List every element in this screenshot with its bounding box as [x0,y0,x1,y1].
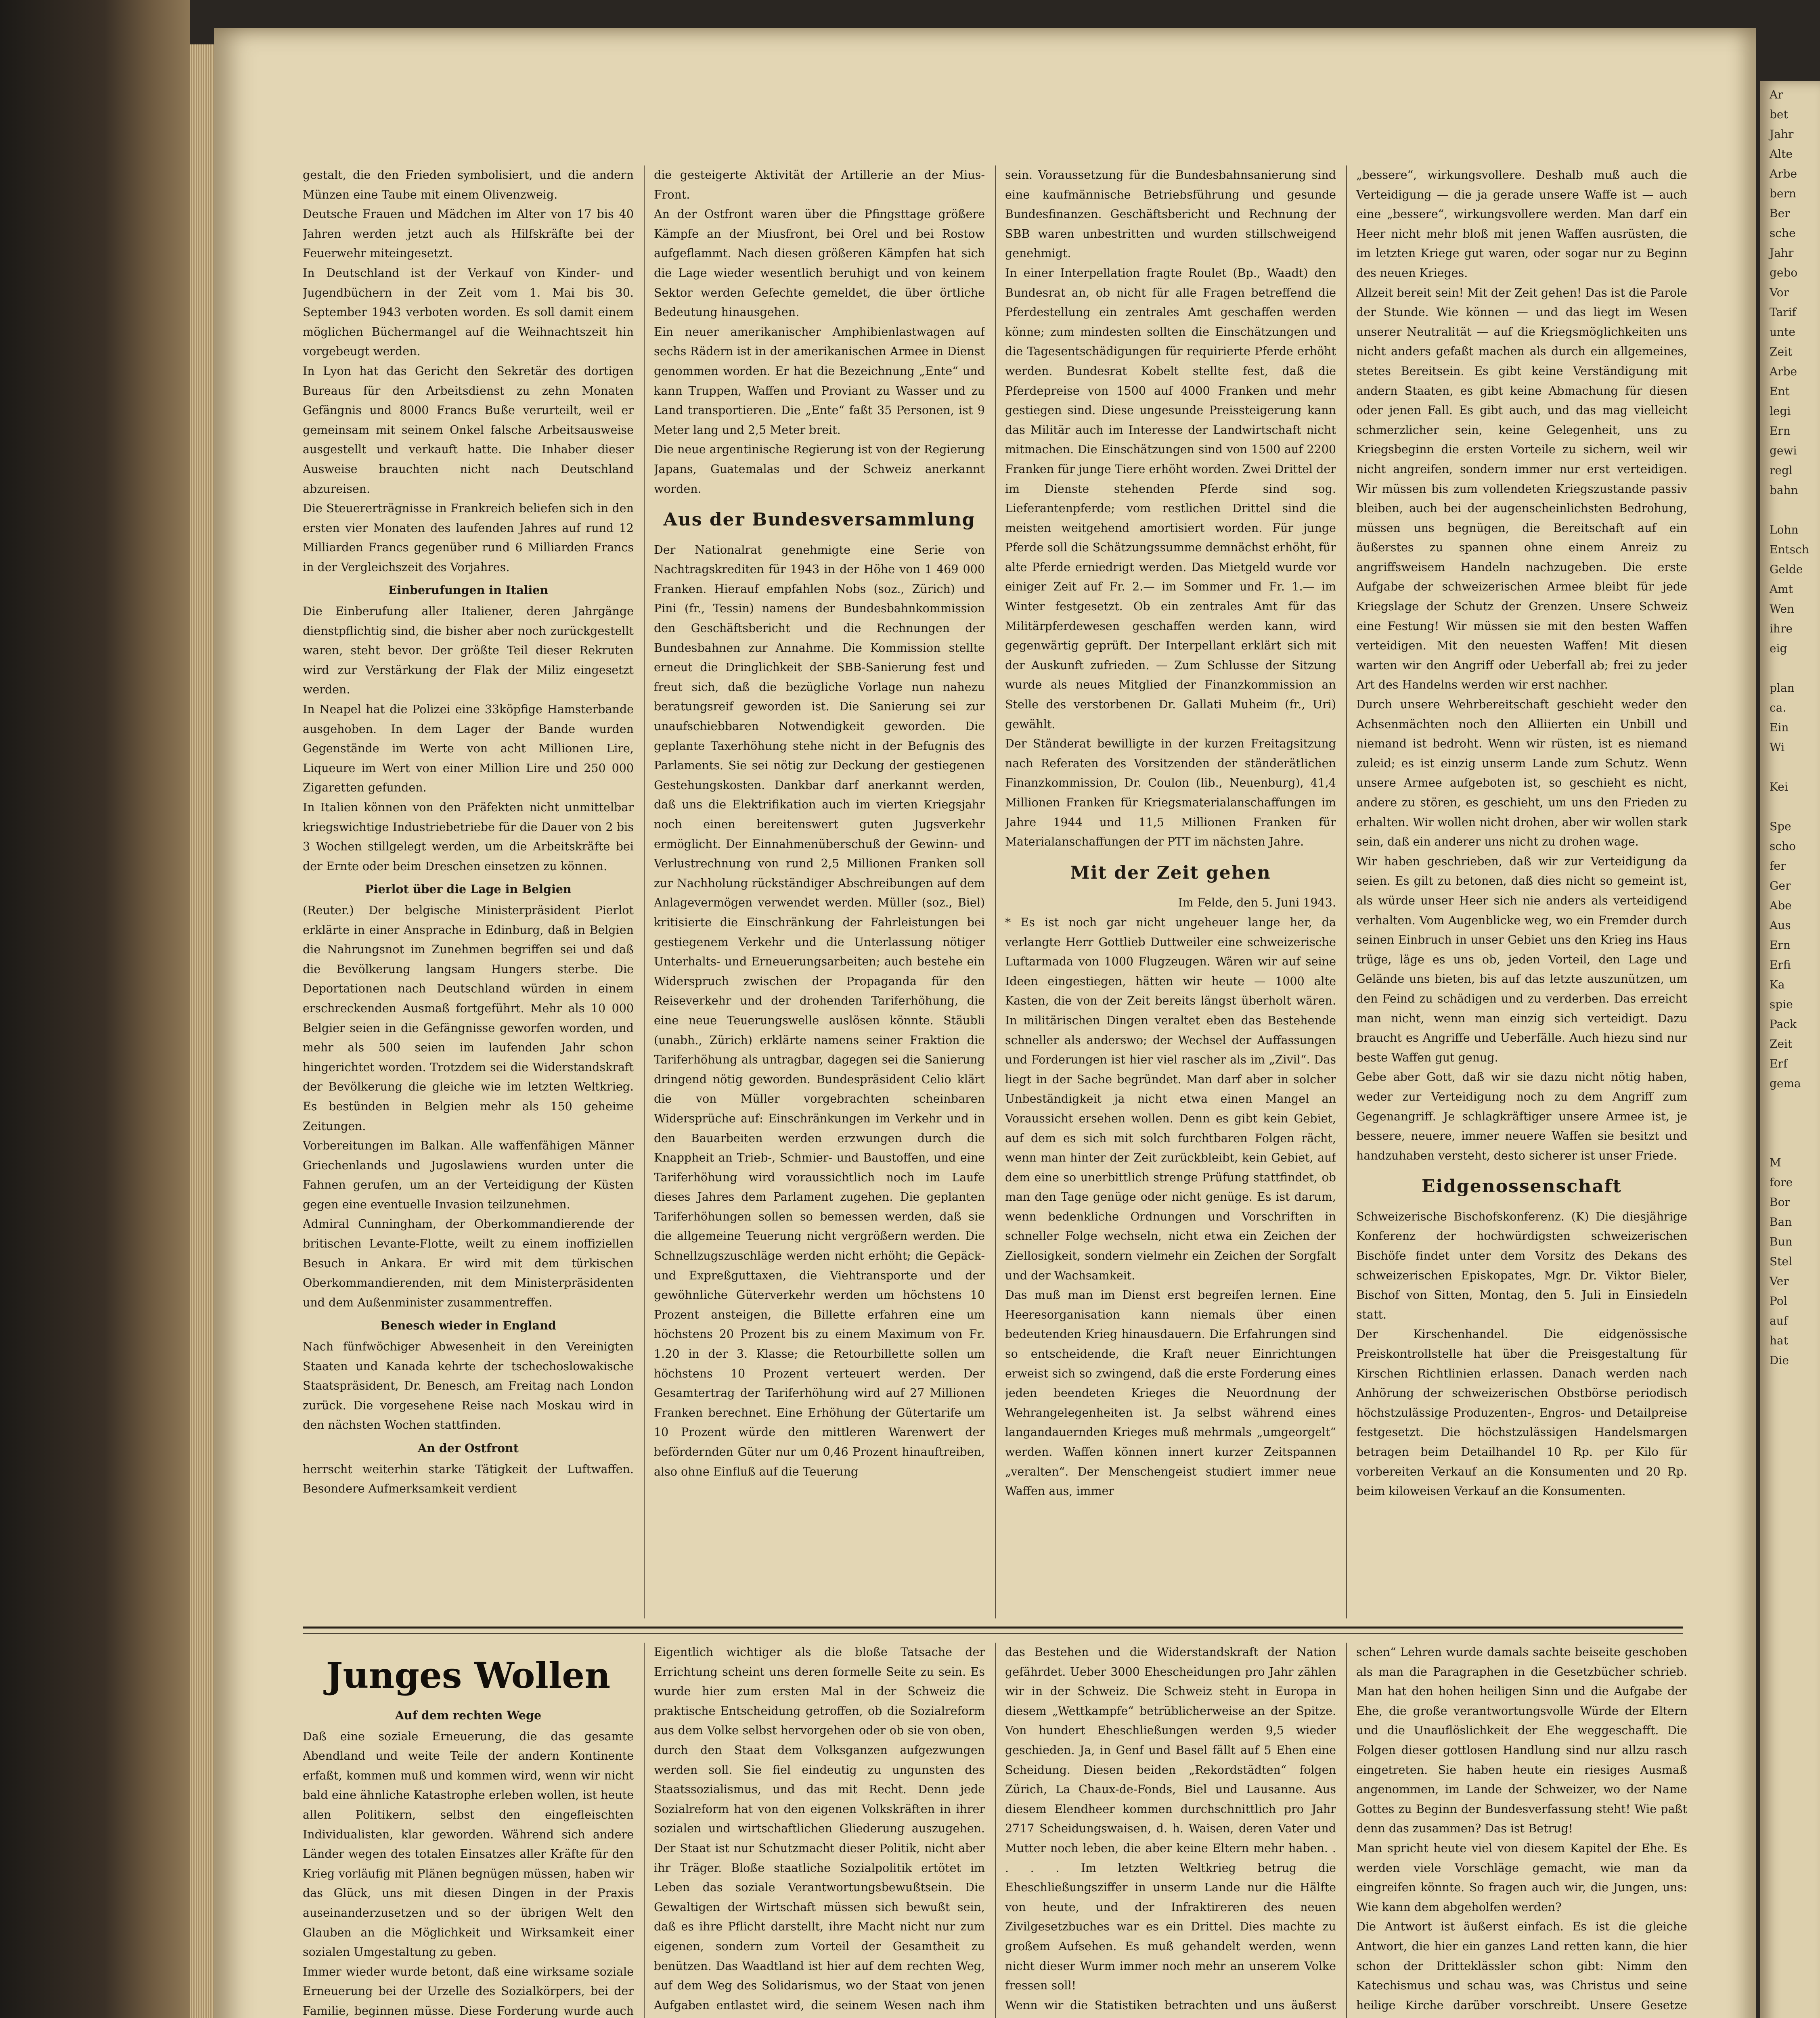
article-paragraph: Das muß man im Dienst erst begreifen lernen. Eine Heeresorganisation kann niemals über einen bedeutenden Krieg hinausdauern. Die Erfahrungen sind so entscheidende, die Kraft neuer Einrichtungen erweist sich so zwingend, daß die erste Forderung eines jeden beendeten Krieges die Neuordnung der Wehrangelegenheiten ist. Ja selbst während eines langandauernden Krieges muß mehrmals „umgeorgelt“ werden. Waffen können innert kurzer Zeitspannen „veralten“. Der Menschengeist studiert immer neue Waffen aus, immer [1005,1288,1336,1498]
article-paragraph: (Reuter.) Der belgische Ministerpräsident Pierlot erklärte in einer Ansprache in Edinburg, daß in Belgien die Nahrungsnot im Zunehmen begriffen sei und daß die Bevölkerung langsam Hungers sterbe. Die Deportationen nach Deutschland würden in einem erschreckenden Ausmaß fortgeführt. Mehr als 10 000 Belgier seien in die Gefängnisse geworfen worden, und mehr als 500 seien im laufenden Jahr schon hingerichtet worden. Trotzdem sei die Widerstandskraft der Bevölkerung die gleiche wie im letzten Weltkrieg. Es bestünden in Belgien mehr als 150 geheime Zeitungen. [303,903,634,1133]
section-divider [303,1627,1683,1634]
article-paragraph: sein. Voraussetzung für die Bundesbahnsanierung sind eine kaufmännische Betriebsführung und gesunde Bundesfinanzen. Geschäftsbericht und Rechnung der SBB waren unbestritten und wurden stillschweigend genehmigt. [1005,168,1336,260]
article-paragraph: Der Nationalrat genehmigte eine Serie von Nachtragskrediten für 1943 in der Höhe von 1 469 000 Franken. Hierauf empfahlen Nobs (soz., Zürich) und Pini (fr., Tessin) namens der Bundesbahnkommission den Geschäftsbericht und die Rechnungen der Bundesbahnen zur Annahme. Die Kommission stellte erneut die Dringlichkeit der SBB-Sanierung fest und freut sich, daß die bezügliche Vorlage nun nahezu beratungsreif geworden ist. Die Sanierung sei zur unaufschiebbaren Notwendigkeit geworden. Die geplante Taxerhöhung stehe nicht in der Befugnis des Parlaments. Sie sei nötig zur Deckung der gestiegenen Gestehungskosten. Dankbar darf anerkannt werden, daß uns die Elektrifikation auch im vierten Kriegsjahr noch einen bereitenswert guten Jugsverkehr ermöglicht. Der Einnahmenüberschuß der Gewinn- und Verlustrechnung von rund 2,5 Millionen Franken soll zur Nachholung rückständiger Abschreibungen auf dem Anlagevermögen verwendet werden. Müller (soz., Biel) kritisierte die Einschränkung der Fahrleistungen bei gestiegenem Verkehr und die Unterlassung nötiger Unterhalts- und Erneuerungsarbeiten; auch bestehe ein Widerspruch zwischen der Propaganda für den Reiseverkehr und der drohenden Tariferhöhung, die eine neue Teuerungswelle auslösen könnte. Stäubli (unabh., Zürich) erklärte namens seiner Fraktion die Tariferhöhung als untragbar, dagegen sei die Sanierung dringend nötig geworden. Bundespräsident Celio klärt die von Müller vorgebrachten scheinbaren Widersprüche auf: Einschränkungen im Verkehr und in den Bauarbeiten werden erzwungen durch die Knappheit an Trieb-, Schmier- und Baustoffen, und eine Tariferhöhung wird voraussichtlich noch im Laufe dieses Jahres dem Parlament zugehen. Die geplanten Tariferhöhungen sollen so bemessen werden, daß sie die allgemeine Teuerung nicht vergrößern werden. Die Schnellzugszuschläge werden nicht erhöht; die Gepäck- und Expreßguttaxen, die Viehtransporte und der gewöhnliche Güterverkehr werden um höchstens 10 Prozent ansteigen, die Billette erfahren eine um höchstens 20 Prozent bis zu einem Maximum von Fr. 1.20 in der 3. Klasse; die Retourbillette sollen um höchstens 10 Prozent verteuert werden. Der Gesamtertrag der Tariferhöhung wird auf 27 Millionen Franken berechnet. Eine Erhöhung der Gütertarife um 10 Prozent würde den mittleren Warenwert der befördernden Güter nur um 0,46 Prozent hinauftreiben, also ohne Einfluß auf die Teuerung [654,543,985,1478]
fragment-line: hat [1770,1334,1788,1347]
book-spine-edge [0,0,190,2018]
section-heading: An der Ostfront [418,1441,519,1455]
fragment-line: legi [1770,404,1791,418]
article-paragraph: schen“ Lehren wurde damals sachte beiseite geschoben als man die Paragraphen in die Gesetzbücher schrieb. Man hat den hohen heiligen Sinn und die Aufgabe der Ehe, die große verantwortungsvolle Würde der Eltern und die Unauflöslichkeit der Ehe weggeschafft. Die Folgen dieser gottlosen Handlung sind nur allzu rasch eingetreten. Sie haben heute ein riesiges Ausmaß angenommen, im Lande der Schweizer, wo der Name Gottes zu Beginn der Bundesverfassung steht! Wie paßt denn das zusammen? Das ist Betrug! [1356,1645,1687,1836]
fragment-line: Ban [1770,1215,1792,1229]
column-4 [1356,165,1687,1618]
article-paragraph: gestalt, die den Frieden symbolisiert, und die andern Münzen eine Taube mit einem Olivenzweig. [303,168,634,201]
fragment-line: Lohn [1770,523,1799,536]
fragment-line: fer [1770,859,1786,873]
newspaper-page [214,28,1756,2018]
fragment-line: bahn [1770,484,1798,497]
article-paragraph: In Deutschland ist der Verkauf von Kinder- und Jugendbüchern in der Zeit vom 1. Mai bis 30. September 1943 verboten worden. Es soll damit einem möglichen Büchermangel auf die Weihnachtszeit hin vorgebeugt werden. [303,266,634,358]
fragment-line: gewi [1770,444,1797,457]
article-paragraph: Der Kirschenhandel. Die eidgenössische Preiskontrollstelle hat über die Preisgestaltung für Kirschen Richtlinien erlassen. Danach werden nach Anhörung der schweizerischen Obstbörse periodisch höchstzulässige Produzenten-, Engros- und Detailpreise festgesetzt. Die höchstzulässigen Handelsmargen betragen beim Detailhandel 10 Rp. per Kilo für vorbereiten Verkauf an die Konsumenten und 20 Rp. beim kiloweisen Verkauf an die Konsumenten. [1356,1327,1687,1498]
fragment-line: Ar [1770,88,1783,101]
fragment-line: Ger [1770,879,1791,892]
article-paragraph: Die neue argentinische Regierung ist von der Regierung Japans, Guatemalas und der Schweiz anerkannt worden. [654,443,985,496]
article-paragraph: „bessere“, wirkungsvollere. Deshalb muß auch die Verteidigung — die ja gerade unsere Waffe ist — auch eine „bessere“, wirkungsvollere werden. Man darf ein Heer nicht mehr bloß mit jenen Waffen ausrüsten, die im letzten Kriege gut waren, oder sogar nur zu Beginn des neuen Krieges. [1356,168,1687,280]
fragment-line: Ein [1770,721,1789,734]
fragment-line: Erf [1770,1057,1788,1070]
article-paragraph: Gebe aber Gott, daß wir sie dazu nicht nötig haben, weder zur Verteidigung noch zu dem Angriff zum Gegenangriff. Je schlagkräftiger unsere Armee ist, je bessere, neuere, immer neuere Waffen sie besitzt und handzuhaben versteht, desto sicherer ist unser Friede. [1356,1070,1687,1162]
article-heading: Eidgenossenschaft [1422,1176,1622,1197]
fragment-line: bern [1770,187,1796,200]
fragment-line: Amt [1770,582,1793,596]
fragment-line: fore [1770,1176,1793,1189]
fragment-line: Spe [1770,820,1791,833]
column-rule [644,1643,645,2018]
article-paragraph: Daß eine soziale Erneuerung, die das gesamte Abendland und weite Teile der andern Kontinente erfaßt, kommen muß und kommen wird, wenn wir nicht bald eine ähnliche Katastrophe erleben wollen, ist heute allen Politikern, selbst den eingefleischten Individualisten, klar geworden. Während sich andere Länder wegen des totalen Einsatzes aller Kräfte für den Krieg vorläufig mit Plänen begnügen müssen, haben wir das Glück, uns mit diesen Dingen in der Praxis auseinanderzusetzen und so der übrigen Welt den Glauben an die Möglichkeit und Wirksamkeit einer sozialen Umgestaltung zu geben. [303,1729,634,1959]
fragment-line: Alte [1770,147,1793,161]
article-paragraph: Wenn wir die Statistiken betrachten und uns äußerst [1005,1998,1336,2012]
fragment-line: M [1770,1156,1781,1169]
column-rule [995,1643,996,2018]
column-rule [644,165,645,1618]
article-paragraph: Der Ständerat bewilligte in der kurzen Freitagsitzung nach Referaten des Vorsitzenden der ständerätlichen Finanzkommission, Dr. Coulon (lib., Neuenburg), 41,4 Millionen Franken für Kriegsmaterialanschaffungen im Jahre 1944 und 11,5 Millionen Franken für Materialanschaffungen der PTT im nächsten Jahre. [1005,737,1336,849]
fragment-line: Tarif [1770,306,1796,319]
fragment-line [1770,757,1820,777]
article-paragraph: Admiral Cunningham, der Oberkommandierende der britischen Levante-Flotte, weilt zu einem inoffiziellen Besuch in Ankara. Er wird mit dem türkischen Oberkommandierenden, mit dem Ministerpräsidenten und dem Außenminister zusammentreffen. [303,1217,634,1309]
article-paragraph: Schweizerische Bischofskonferenz. (K) Die diesjährige Konferenz der hochwürdigsten schweizerischen Bischöfe findet unter dem Vorsitz des Dekans des schweizerischen Episkopates, Mgr. Dr. Viktor Bieler, Bischof von Sitten, Montag, den 5. Juli in Einsiedeln statt. [1356,1210,1687,1321]
article-heading: Aus der Bundesversammlung [663,509,976,530]
fragment-line [1770,797,1820,816]
fragment-line: Ber [1770,207,1790,220]
section-heading: Auf dem rechten Wege [395,1708,542,1722]
fragment-line: auf [1770,1314,1788,1327]
fragment-line: Aus [1770,919,1791,932]
column-2 [654,165,985,1618]
fragment-line: Kei [1770,780,1788,793]
column-rule [1346,1643,1347,2018]
column-3 [1005,165,1336,1618]
fragment-line: Ern [1770,424,1791,438]
article-paragraph: In einer Interpellation fragte Roulet (Bp., Waadt) den Bundesrat an, ob nicht für alle Fragen betreffend die Pferdestellung ein zentrales Amt geschaffen werden könne; zum mindesten sollten die Einschätzungen und die Tagesentschädigungen für requirierte Pferde erhöht werden. Bundesrat Kobelt stellte fest, daß die Pferdepreise von 1500 auf 4000 Franken und mehr gestiegen sind. Diese ungesunde Preissteigerung kann das Militär auch im Interesse der Landwirtschaft nicht mitmachen. Die Einschätzungen sind von 1500 auf 2200 Franken für junge Tiere erhöht worden. Zwei Drittel der im Dienste stehenden Pferde sind sog. Lieferantenpferde; vom restlichen Drittel sind die meisten weitgehend amortisiert worden. Für junge Pferde soll die Schätzungssumme demnächst erhöht, für alte Pferde erniedrigt werden. Das Mietgeld wurde vor einiger Zeit auf Fr. 2.— im Sommer und Fr. 1.— im Winter festgesetzt. Ob ein zentrales Amt für das Militärpferdewesen geschaffen werden kann, wird gegenwärtig geprüft. Der Interpellant erklärt sich mit der Auskunft zufrieden. — Zum Schlusse der Sitzung wurde als neues Mitglied der Finanzkommission an Stelle des verstorbenen Dr. Gallati Muheim (fr., Uri) gewählt. [1005,266,1336,731]
fragment-line: Arbe [1770,365,1797,378]
article-paragraph: Vorbereitungen im Balkan. Alle waffenfähigen Männer Griechenlands und Jugoslawiens wurden unter die Fahnen gerufen, um an der Verteidigung der Küsten gegen eine eventuelle Invasion teilzunehmen. [303,1139,634,1211]
adjacent-page-edge [1760,81,1820,2018]
fragment-line: Gelde [1770,563,1803,576]
fragment-line: regl [1770,464,1793,477]
fragment-line [1770,500,1820,520]
fragment-line: Bor [1770,1195,1790,1209]
fragment-line [1770,1133,1820,1153]
article-paragraph: Eigentlich wichtiger als die bloße Tatsache der Errichtung scheint uns deren formelle Seite zu sein. Es wurde hier zum ersten Mal in der Schweiz die praktische Entscheidung getroffen, ob die Sozialreform aus dem Volke selbst hervorgehen oder ob sie von oben, durch den Staat dem Volksganzen aufgezwungen werden soll. Sie fiel eindeutig zu ungunsten des Staatssozialismus, und das mit Recht. Denn jede Sozialreform hat von den eigenen Volkskräften in ihrer sozialen und wirtschaftlichen Gliederung auszugehen. Der Staat ist nur Schutzmacht dieser Politik, nicht aber ihr Träger. Bloße staatliche Sozialpolitik ertötet im Leben das soziale Verantwortungsbewußtsein. Die Gewaltigen der Wirtschaft müssen sich bewußt sein, daß es ihre Pflicht darstellt, ihre Macht nicht nur zum eigenen, sondern zum Vorteil der Gesamtheit zu benützen. Das Waadtland ist hier auf dem rechten Weg, auf dem Weg des Solidarismus, wo der Staat von jenen Aufgaben entlastet wird, die seinem Wesen nach ihm [654,1645,985,2012]
adjacent-page-text [1760,81,1820,1370]
fragment-line: Jahr [1770,128,1794,141]
column-2 [654,1643,985,2018]
article-paragraph: * Es ist noch gar nicht ungeheuer lange her, da verlangte Herr Gottlieb Duttweiler eine schweizerische Luftarmada von 1000 Flugzeugen. Wären wir auf seine Ideen eingestiegen, hätten wir heute — 1000 alte Kasten, die von der Zeit bereits längst überholt wären. In militärischen Dingen veraltet eben das Bestehende schneller als anderswo; der Wechsel der Auffassungen und Forderungen ist hier viel rascher als im „Zivil“. Das liegt in der Sache begründet. Man darf aber in solcher Unbeständigkeit ja nicht etwa einen Mangel an Voraussicht ersehen wollen. Denn es gibt kein Gebiet, auf dem es sich mit solch furchtbaren Folgen rächt, wenn man hinter der Zeit zurückbleibt, kein Gebiet, auf dem eine so unerbittlich strenge Prüfung stattfindet, ob man den Tage genüge oder nicht genüge. Es ist darum, wenn bedenkliche Ordnungen und Vorschriften in schneller Folge wechseln, nicht etwa ein Zeichen der Ziellosigkeit, sondern vielmehr ein Zeichen der Sorgfalt und der Wachsamkeit. [1005,915,1336,1282]
column-1 [303,165,634,1618]
upper-section [303,165,1687,1618]
article-paragraph: das Bestehen und die Widerstandskraft der Nation gefährdet. Ueber 3000 Ehescheidungen pro Jahr zählen wir in der Schweiz. Die Schweiz steht in Europa in diesem „Wettkampfe“ betrüblicherweise an der Spitze. Von hundert Eheschließungen werden 9,5 wieder geschieden. Ja, in Genf und Basel fällt auf 5 Ehen eine Scheidung. Diesen beiden „Rekordstädten“ folgen Zürich, La Chaux-de-Fonds, Biel und Lausanne. Aus diesem Elendheer kommen durchschnittlich pro Jahr 2717 Scheidungswaisen, d. h. Waisen, deren Vater und Mutter noch leben, die aber keine Eltern mehr haben. . . . . Im letzten Weltkrieg betrug die Eheschließungsziffer in unserm Lande nur die Hälfte von heute, und der Infraktireren des neuen Zivilgesetzbuches war es ein Drittel. Dies machte zu großem Aufsehen. Es muß gehandelt werden, wenn nicht dieser Wurm immer noch mehr an unserem Volke fressen soll! [1005,1645,1336,1993]
section-heading: Pierlot über die Lage in Belgien [365,882,572,896]
lower-section [303,1643,1687,2018]
article-paragraph: Deutsche Frauen und Mädchen im Alter von 17 bis 40 Jahren werden jetzt auch als Hilfskräfte bei der Feuerwehr miteingesetzt. [303,207,634,260]
article-paragraph: Ein neuer amerikanischer Amphibienlastwagen auf sechs Rädern ist in der amerikanischen Armee in Dienst genommen worden. Er hat die Bezeichnung „Ente“ und kann Truppen, Waffen und Proviant zu Wasser und zu Land transportieren. Die „Ente“ faßt 35 Personen, ist 9 Meter lang und 2,5 Meter breit. [654,325,985,437]
fragment-line: bet [1770,108,1788,121]
fragment-line: Ern [1770,938,1791,952]
fragment-line: sche [1770,226,1796,240]
fragment-line: Wi [1770,741,1785,754]
column-rule [995,165,996,1618]
fragment-line: Jahr [1770,246,1794,260]
column-1 [303,1643,634,2018]
fragment-line: Abe [1770,899,1792,912]
fragment-line: Arbe [1770,167,1797,180]
fragment-line [1770,1093,1820,1113]
fragment-line: Pol [1770,1294,1787,1308]
fragment-line: Wen [1770,602,1795,615]
article-paragraph: Man spricht heute viel von diesem Kapitel der Ehe. Es werden viele Vorschläge gemacht, wie man da eingreifen könnte. So fragen auch wir, die Jungen, uns: Wie kann dem abgeholfen werden? [1356,1841,1687,1914]
fragment-line: Pack [1770,1017,1797,1031]
fragment-line: Die [1770,1354,1789,1367]
fragment-line: Entsch [1770,543,1809,556]
section-heading: Benesch wieder in England [380,1319,556,1333]
fragment-line: unte [1770,325,1795,339]
column-rule [1346,165,1347,1618]
fragment-line: ihre [1770,622,1793,635]
byline: Im Felde, den 5. Juni 1943. [1178,896,1336,910]
article-paragraph: Die Einberufung aller Italiener, deren Jahrgänge dienstpflichtig sind, die bisher aber noch zurückgestellt waren, steht bevor. Der größte Teil dieser Rekruten wird zur Verstärkung der Flak der Miliz eingesetzt werden. [303,605,634,697]
fragment-line: gema [1770,1077,1801,1090]
fragment-line: Stel [1770,1255,1792,1268]
article-paragraph: die gesteigerte Aktivität der Artillerie an der Mius-Front. [654,168,985,201]
fragment-line: gebo [1770,266,1798,279]
fragment-line: plan [1770,681,1795,695]
fragment-line: Ent [1770,385,1790,398]
article-paragraph: Wir haben geschrieben, daß wir zur Verteidigung da seien. Es gilt zu betonen, daß dies nicht so gemeint ist, als würde unser Heer sich nie anders als verteidigend verhalten. Vom Augenblicke weg, wo ein Fremder durch seinen Einbruch in unser Gebiet uns den Krieg ins Haus trüge, läge es uns ob, jeden Vorteil, den Lage und Gelände uns bieten, bis auf das letzte auszunützen, um den Feind zu schädigen und zu verderben. Das erreicht man nicht, wenn man einzig sich verteidigt. Dazu braucht es Angriffe und Ueberfälle. Auch hiezu sind nur beste Waffen gut genug. [1356,854,1687,1064]
article-paragraph: herrscht weiterhin starke Tätigkeit der Luftwaffen. Besondere Aufmerksamkeit verdient [303,1462,634,1496]
column-3 [1005,1643,1336,2018]
fragment-line: Erfi [1770,958,1791,971]
fragment-line: Zeit [1770,345,1793,358]
fragment-line: Ka [1770,978,1785,991]
fragment-line: Vor [1770,286,1789,299]
article-paragraph: In Lyon hat das Gericht den Sekretär des dortigen Bureaus für den Arbeitsdienst zu zehn Monaten Gefängnis und 8000 Francs Buße verurteilt, weil er gemeinsam mit seinem Onkel falsche Arbeitsausweise ausgestellt und verkauft hatte. Die Inhaber dieser Ausweise brauchten nicht nach Deutschland abzureisen. [303,364,634,496]
page-feature-title: Junges Wollen [326,1654,611,1696]
fragment-line: Ver [1770,1275,1789,1288]
fragment-line: eig [1770,642,1787,655]
article-paragraph: Die Antwort ist äußerst einfach. Es ist die gleiche Antwort, die hier ein ganzes Land retten kann, die hier schon der Dritteklässler schon gibt: Nimm den Katechismus und schau was, was Christus und seine heilige Kirche darüber vorschreibt. Unsere Gesetze [1356,1920,1687,2012]
fragment-line: ca. [1770,701,1786,714]
page-stack [190,44,214,2018]
article-paragraph: Nach fünfwöchiger Abwesenheit in den Vereinigten Staaten und Kanada kehrte der tschechoslowakische Staatspräsident, Dr. Benesch, am Freitag nach London zurück. Die vorgesehene Reise nach Moskau wird in den nächsten Wochen stattfinden. [303,1340,634,1432]
fragment-line: Bun [1770,1235,1793,1248]
article-paragraph: An der Ostfront waren über die Pfingsttage größere Kämpfe an der Miusfront, bei Orel und bei Rostow aufgeflammt. Nach diesen größeren Kämpfen hat sich die Lage wieder wesentlich beruhigt und von keinem Sektor werden Gefechte gemeldet, die über örtliche Bedeutung hinausgehen. [654,207,985,319]
article-paragraph: Allzeit bereit sein! Mit der Zeit gehen! Das ist die Parole der Stunde. Wie können — und das liegt im Wesen unserer Neutralität — auf die Kriegsmöglichkeiten uns nicht anders gefaßt machen als durch ein allgemeines, stetes Bereitsein. Es gibt keine Verständigung mit andern Staaten, es gibt keine Abmachung für diesen oder jenen Fall. Es gibt auch, und das mag vielleicht schmerzlicher sein, keine Gelegenheit, uns zu Kriegsbeginn die ersten Vorteile zu sichern, weil wir nicht angreifen, sondern immer nur erst verteidigen. Wir müssen bis zum vollendeten Kriegszustande passiv bleiben, auch bei der augenscheinlichsten Bedrohung, müssen uns begnügen, die Bereitschaft auf ein äußerstes zu spannen ohne einem Anreiz zu angriffsweisem Handeln nachzugeben. Die erste Aufgabe der schweizerischen Armee bleibt für jede Kriegslage der Schutz der Grenzen. Unsere Schweiz eine Festung! Wir müssen sie mit den besten Waffen verteidigen. Mit den neuesten Waffen! Mit diesen warten wir den Angriff oder Ueberfall ab; frei zu jeder Art des Handelns werden wir erst nachher. [1356,286,1687,692]
article-paragraph: Die Steuererträgnisse in Frankreich beliefen sich in den ersten vier Monaten des laufenden Jahres auf rund 12 Milliarden Francs gegenüber rund 6 Milliarden Francs in der Vergleichszeit des Vorjahres. [303,502,634,574]
fragment-line [1770,658,1820,678]
section-heading: Einberufungen in Italien [388,583,549,597]
article-heading: Mit der Zeit gehen [1070,862,1271,883]
column-4 [1356,1643,1687,2018]
fragment-line: spie [1770,998,1793,1011]
fragment-line: scho [1770,839,1796,853]
fragment-line [1770,1113,1820,1133]
article-paragraph: Durch unsere Wehrbereitschaft geschieht weder den Achsenmächten noch den Alliierten ein Unbill und niemand ist bedroht. Wenn wir rüsten, ist es niemand zuleid; es ist einzig unserm Lande zum Schutz. Wenn unsere Armee aufgeboten ist, so geschieht es nicht, andere zu stören, es geschieht, um uns den Frieden zu erhalten. Wir wollen nicht drohen, aber wir wollen stark sein, daß ein anderer uns nicht zu drohen wage. [1356,698,1687,849]
article-paragraph: In Neapel hat die Polizei eine 33köpfige Hamsterbande ausgehoben. In dem Lager der Bande wurden Gegenstände im Werte von acht Millionen Lire, Liqueure im Wert von einer Million Lire und 250 000 Zigaretten gefunden. [303,703,634,795]
article-paragraph: Immer wieder wurde betont, daß eine wirksame soziale Erneuerung bei der Urzelle des Sozialkörpers, bei der Familie, beginnen müsse. Diese Forderung wurde auch [303,1965,634,2018]
fragment-line: Zeit [1770,1037,1793,1051]
article-paragraph: In Italien können von den Präfekten nicht unmittelbar kriegswichtige Industriebetriebe für die Dauer von 2 bis 3 Wochen stillgelegt werden, um die Arbeitskräfte bei der Ernte oder beim Dreschen einsetzen zu können. [303,801,634,873]
